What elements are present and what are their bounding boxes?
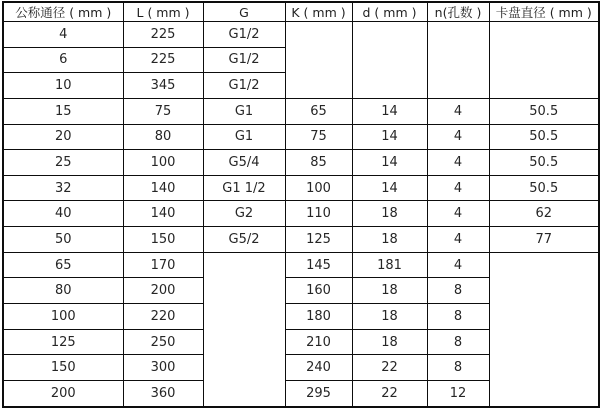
cell-l: 80 bbox=[123, 124, 203, 150]
cell-n-holes: 4 bbox=[427, 98, 489, 124]
cell-k: 100 bbox=[285, 175, 352, 201]
cell-g: G5/4 bbox=[203, 150, 285, 176]
cell-nominal-diameter: 50 bbox=[3, 227, 123, 253]
cell-chuck-diameter: 50.5 bbox=[489, 175, 599, 201]
cell-n-holes: 4 bbox=[427, 124, 489, 150]
cell-d: 22 bbox=[352, 355, 427, 381]
cell-l: 360 bbox=[123, 380, 203, 407]
cell-d: 18 bbox=[352, 227, 427, 253]
cell-d: 14 bbox=[352, 150, 427, 176]
cell-g: G1 bbox=[203, 98, 285, 124]
cell-d: 18 bbox=[352, 304, 427, 330]
header-cell-g: G bbox=[203, 2, 285, 22]
cell-n-holes: 8 bbox=[427, 278, 489, 304]
cell-nominal-diameter: 10 bbox=[3, 73, 123, 99]
cell-k: 125 bbox=[285, 227, 352, 253]
cell-g: G1/2 bbox=[203, 73, 285, 99]
header-cell-chuck-diameter: 卡盘直径 ( mm ) bbox=[489, 2, 599, 22]
cell-l: 225 bbox=[123, 22, 203, 48]
cell-n-holes: 8 bbox=[427, 355, 489, 381]
cell-k: 65 bbox=[285, 98, 352, 124]
cell-l: 140 bbox=[123, 175, 203, 201]
cell-nominal-diameter: 20 bbox=[3, 124, 123, 150]
cell-nominal-diameter: 32 bbox=[3, 175, 123, 201]
cell-l: 150 bbox=[123, 227, 203, 253]
cell-l: 75 bbox=[123, 98, 203, 124]
header-cell-d: d ( mm ) bbox=[352, 2, 427, 22]
cell-d: 18 bbox=[352, 329, 427, 355]
cell-k: 75 bbox=[285, 124, 352, 150]
cell-nominal-diameter: 4 bbox=[3, 22, 123, 48]
cell-d: 18 bbox=[352, 201, 427, 227]
cell-d: 18 bbox=[352, 278, 427, 304]
cell-nominal-diameter: 100 bbox=[3, 304, 123, 330]
cell-nominal-diameter: 125 bbox=[3, 329, 123, 355]
header-cell-nominal-diameter: 公称通径 ( mm ) bbox=[3, 2, 123, 22]
table-row bbox=[3, 227, 599, 253]
table-row bbox=[3, 252, 599, 278]
table-row bbox=[3, 22, 599, 48]
merged-empty-cell-chuck bbox=[489, 252, 599, 407]
cell-nominal-diameter: 65 bbox=[3, 252, 123, 278]
table-row bbox=[3, 98, 599, 124]
cell-nominal-diameter: 200 bbox=[3, 380, 123, 407]
cell-chuck-diameter: 62 bbox=[489, 201, 599, 227]
header-cell-l: L ( mm ) bbox=[123, 2, 203, 22]
table-row bbox=[3, 150, 599, 176]
cell-chuck-diameter: 50.5 bbox=[489, 98, 599, 124]
cell-k: 145 bbox=[285, 252, 352, 278]
merged-empty-cell-n bbox=[427, 22, 489, 99]
cell-n-holes: 4 bbox=[427, 227, 489, 253]
cell-d: 22 bbox=[352, 380, 427, 407]
cell-d: 14 bbox=[352, 175, 427, 201]
cell-n-holes: 8 bbox=[427, 304, 489, 330]
cell-nominal-diameter: 15 bbox=[3, 98, 123, 124]
merged-empty-cell-chuck bbox=[489, 22, 599, 99]
cell-nominal-diameter: 6 bbox=[3, 47, 123, 73]
cell-k: 210 bbox=[285, 329, 352, 355]
cell-k: 295 bbox=[285, 380, 352, 407]
cell-l: 225 bbox=[123, 47, 203, 73]
cell-n-holes: 4 bbox=[427, 175, 489, 201]
cell-g: G1 1/2 bbox=[203, 175, 285, 201]
header-row bbox=[3, 2, 599, 22]
cell-k: 240 bbox=[285, 355, 352, 381]
cell-l: 220 bbox=[123, 304, 203, 330]
cell-nominal-diameter: 150 bbox=[3, 355, 123, 381]
table-row bbox=[3, 201, 599, 227]
cell-g: G1/2 bbox=[203, 47, 285, 73]
cell-nominal-diameter: 25 bbox=[3, 150, 123, 176]
cell-d: 14 bbox=[352, 124, 427, 150]
cell-n-holes: 12 bbox=[427, 380, 489, 407]
cell-l: 300 bbox=[123, 355, 203, 381]
cell-nominal-diameter: 80 bbox=[3, 278, 123, 304]
cell-l: 100 bbox=[123, 150, 203, 176]
merged-empty-cell-g bbox=[203, 252, 285, 407]
cell-k: 160 bbox=[285, 278, 352, 304]
cell-chuck-diameter: 50.5 bbox=[489, 124, 599, 150]
cell-k: 110 bbox=[285, 201, 352, 227]
cell-n-holes: 4 bbox=[427, 150, 489, 176]
header-cell-n-holes: n(孔数 ) bbox=[427, 2, 489, 22]
cell-nominal-diameter: 40 bbox=[3, 201, 123, 227]
cell-n-holes: 4 bbox=[427, 252, 489, 278]
cell-l: 250 bbox=[123, 329, 203, 355]
cell-d: 181 bbox=[352, 252, 427, 278]
merged-empty-cell-d bbox=[352, 22, 427, 99]
cell-l: 170 bbox=[123, 252, 203, 278]
cell-g: G2 bbox=[203, 201, 285, 227]
cell-l: 200 bbox=[123, 278, 203, 304]
merged-empty-cell-k bbox=[285, 22, 352, 99]
cell-chuck-diameter: 50.5 bbox=[489, 150, 599, 176]
table-row bbox=[3, 175, 599, 201]
cell-g: G1 bbox=[203, 124, 285, 150]
cell-l: 140 bbox=[123, 201, 203, 227]
cell-g: G1/2 bbox=[203, 22, 285, 48]
cell-d: 14 bbox=[352, 98, 427, 124]
cell-l: 345 bbox=[123, 73, 203, 99]
cell-k: 180 bbox=[285, 304, 352, 330]
cell-chuck-diameter: 77 bbox=[489, 227, 599, 253]
cell-n-holes: 8 bbox=[427, 329, 489, 355]
header-cell-k: K ( mm ) bbox=[285, 2, 352, 22]
cell-g: G5/2 bbox=[203, 227, 285, 253]
table-row bbox=[3, 124, 599, 150]
dimension-spec-table bbox=[2, 1, 600, 408]
cell-n-holes: 4 bbox=[427, 201, 489, 227]
cell-k: 85 bbox=[285, 150, 352, 176]
